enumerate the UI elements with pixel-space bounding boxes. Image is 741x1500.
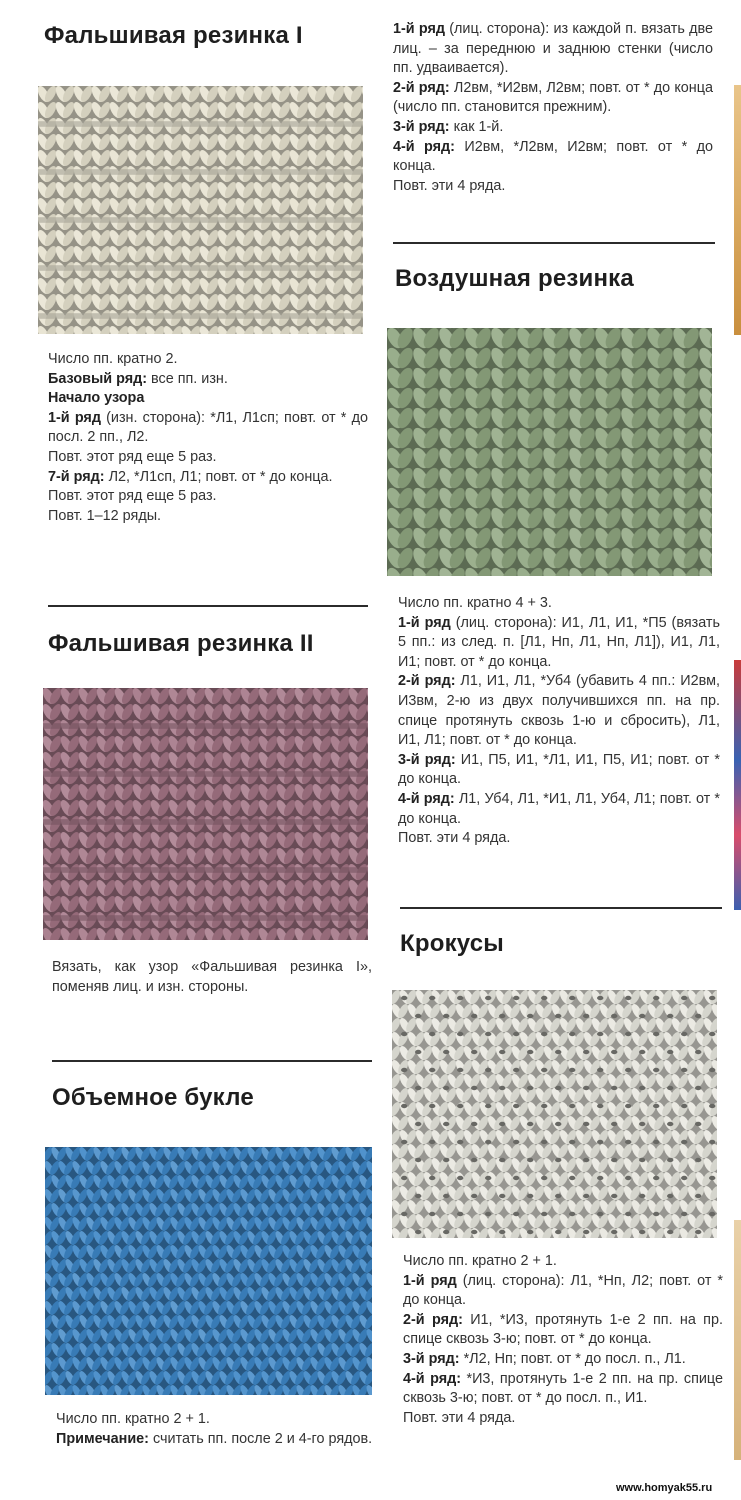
text-line: Повт. этот ряд еще 5 раз. [48,488,217,505]
page-edge-strip-top [734,85,741,335]
section-title-fake-rib-1: Фальшивая резинка I [44,22,303,49]
section-title-crocuses: Крокусы [400,930,504,957]
text-line: Повт. эти 4 ряда. [403,1409,516,1426]
text-line: 2-й ряд: И1, *И3, протянуть 1-е 2 пп. на пр. спице сквозь 3-ю; повт. от * до конца. [403,1311,723,1348]
pattern-text-fake-rib-1 [48,350,368,526]
text-line: 4-й ряд: Л1, Уб4, Л1, *И1, Л1, Уб4, Л1; повт. от * до конца. [398,790,720,827]
text-line: Базовый ряд: все пп. изн. [48,370,228,387]
text-line: 3-й ряд: И1, П5, И1, *Л1, И1, П5, И1; повт. от * до конца. [398,751,720,788]
section-title-fake-rib-2: Фальшивая резинка II [48,630,314,657]
text-line: 1-й ряд (лиц. сторона): И1, Л1, И1, *П5 (вязать 5 пп.: из след. п. [Л1, Нп, Л1, Нп, Л1]), И1, Л1, И1; повт. от * до конца. [398,614,720,670]
text-line: 2-й ряд: Л1, И1, Л1, *Уб4 (убавить 4 пп.: И2вм, И3вм, 2-ю из двух получившихся пп. на пр. спице протянуть сквозь 1-ю и сбросить), Л1, И1, Л1; повт. от * до конца. [398,673,720,749]
section-divider [400,907,722,909]
knit-swatch-fake-rib-2 [43,688,368,940]
text-line: Повт. 1–12 ряды. [48,507,162,524]
section-title-airy-rib: Воздушная резинка [395,265,634,292]
text-line: Вязать, как узор «Фальшивая резинка I», поменяв лиц. и изн. стороны. [52,959,372,995]
watermark: www.homyak55.ru [616,1482,713,1494]
knit-swatch-crocuses [392,990,717,1238]
text-line: Число пп. кратно 2 + 1. [403,1253,557,1269]
section-divider [393,242,715,244]
text-line: 1-й ряд (лиц. сторона): Л1, *Нп, Л2; повт. от * до конца. [403,1272,723,1309]
text-line: Число пп. кратно 2 + 1. [56,1411,210,1427]
pattern-text-airy-rib [398,594,720,849]
text-line: Число пп. кратно 4 + 3. [398,595,552,611]
text-line: 2-й ряд: Л2вм, *И2вм, Л2вм; повт. от * до конца (число пп. становится прежним). [393,79,713,116]
pattern-text-boucle [56,1410,376,1449]
page-edge-strip-bottom [734,1220,741,1460]
section-divider [52,1060,372,1062]
knit-swatch-fake-rib-1 [38,86,363,334]
section-title-boucle: Объемное букле [52,1084,254,1111]
text-line: 4-й ряд: *И3, протянуть 1-е 2 пп. на пр. спице сквозь 3-ю; повт. от * до посл. п., И1. [403,1370,723,1407]
text-line: Повт. эти 4 ряда. [393,177,506,194]
knit-swatch-airy-rib [387,328,712,576]
text-line: 1-й ряд (изн. сторона): *Л1, Л1сп; повт. от * до посл. 2 пп., Л2. [48,409,368,446]
text-line: 3-й ряд: как 1-й. [393,118,504,135]
text-line: 1-й ряд (лиц. сторона): из каждой п. вязать две лиц. – за переднюю и заднюю стенки (число пп. удваивается). [393,21,713,77]
pattern-text-fake-rib-2 [52,958,372,997]
text-line: Число пп. кратно 2. [48,351,178,367]
text-line: Повт. эти 4 ряда. [398,830,511,847]
text-line: Примечание: считать пп. после 2 и 4-го рядов. [56,1430,373,1447]
page-edge-strip-middle [734,660,741,910]
text-line: Повт. этот ряд еще 5 раз. [48,448,217,465]
text-line: 4-й ряд: И2вм, *Л2вм, И2вм; повт. от * до конца. [393,138,713,175]
text-line: Начало узора [48,390,145,407]
text-line: 3-й ряд: *Л2, Нп; повт. от * до посл. п., Л1. [403,1350,686,1367]
pattern-text-crocuses [403,1252,723,1428]
pattern-text-fake-rib-1-continued [393,20,713,196]
text-line: 7-й ряд: Л2, *Л1сп, Л1; повт. от * до конца. [48,468,333,485]
section-divider [48,605,368,607]
knit-swatch-boucle [45,1147,372,1395]
